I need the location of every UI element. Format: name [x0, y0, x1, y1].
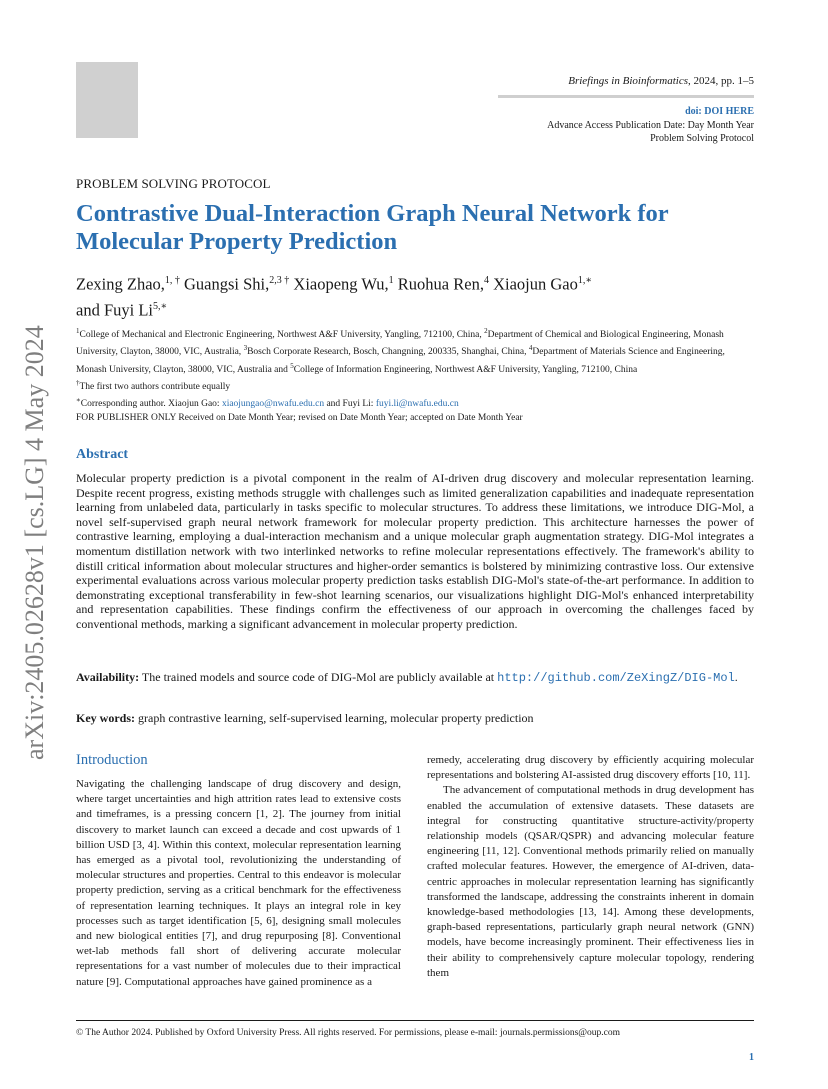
intro-paragraph-1-end: remedy, accelerating drug discovery by efficiently acquiring molecular representations and bolstering AI-assisted drug discovery efforts [10, 11].	[427, 754, 754, 782]
introduction-left-column: Navigating the challenging landscape of drug discovery and design, where target uncertainties and high attrition rates lead to extensive costs and timeframes, is a pressing concern [1, 2]. The journey from initial discovery to market launch can exceed a decade and cost upwards of 1 billion USD [3, 4]. Within this context, molecular representation learning has emerged as a pivotal tool, revolutionizing the understanding of molecular structures and properties. Central to this endeavor is molecular property prediction, serving as a critical benchmark for the effectiveness of representation learning techniques. It plays an integral role in key processes such as target identification [5, 6], designing small molecules and new biological entities [7], and drug repurposing [8]. Conventional wet-lab methods fall short of delivering accurate molecular representations for a vast number of molecules due to their impractical nature [9]. Computational approaches have gained prominence as a	[76, 778, 401, 988]
intro-paragraph-2: The advancement of computational methods in drug development has enabled the accumulation of extensive datasets. These datasets are integral for constructing quantitative structure-activity/property relationship models (QSAR/QSPR) and advancing molecular feature engineering [11, 12]. Conventional methods primarily relied on manually crafted molecular features. However, the emergence of AI-driven, data-centric approaches in molecular representation learning has significantly transformed the landscape, addressing the constraints inherent in domain knowledge-based methodologies [13, 14]. Among these developments, graph-based representations, particularly graph neural network (GNN) models, have become increasingly prominent. Their effectiveness lies in their ability to comprehensively capture molecular topology, rendering them	[427, 784, 754, 979]
github-link[interactable]: http://github.com/ZeXingZ/DIG-Mol	[497, 671, 735, 685]
copyright-notice: © The Author 2024. Published by Oxford University Press. All rights reserved. For permissions, please e-mail: journals.permissions@oup.com	[76, 1028, 621, 1038]
paper-title: Contrastive Dual-Interaction Graph Neural Network for Molecular Property Prediction	[76, 200, 669, 255]
header-divider	[498, 95, 754, 98]
introduction-heading: Introduction	[76, 752, 148, 768]
affiliations: $^1$College of Mechanical and Electronic Engineering, Northwest A&F University, Yangling, 712100, China, $^2$Department of Chemical and Biological Engineering, Monash University, Clayton, 38000, VIC, Australia, $^3$Bosch Corporate Research, Bosch, Changning, 200335, Shanghai, China, $^4$Department of Materials Science and Engineering, Monash University, Clayton, 38000, VIC, Australia and $^5$College of Information Engineering, Northwest A&F University, Yangling, 712100, China †The first two authors contribute equally ∗Corresponding author. Xiaojun Gao: xiaojungao@nwafu.edu.cn and Fuyi Li: fuyi.li@nwafu.edu.cn FOR PUBLISHER ONLY Received on Date Month Year; revised on Date Month Year; accepted on Date Month Year	[76, 327, 725, 423]
availability-statement: Availability: The trained models and source code of DIG-Mol are publicly available at http://github.com/ZeXingZ/DIG-Mol.	[76, 670, 738, 685]
article-category: Problem Solving Protocol	[650, 133, 754, 144]
abstract-heading: Abstract	[76, 447, 129, 462]
email-link-li[interactable]: fuyi.li@nwafu.edu.cn	[375, 399, 459, 410]
page-number: 1	[749, 1052, 754, 1063]
introduction-right-column	[427, 753, 754, 981]
journal-citation: Briefings in Bioinformatics, 2024, pp. 1–5	[568, 75, 754, 87]
keywords: Key words: graph contrastive learning, self-supervised learning, molecular property prediction	[76, 711, 534, 725]
arxiv-identifier: arXiv:2405.02628v1 [cs.LG] 4 May 2024	[20, 325, 49, 760]
footer-divider	[76, 1020, 754, 1021]
journal-logo-placeholder	[76, 62, 138, 138]
publication-date: Advance Access Publication Date: Day Month Year	[547, 120, 754, 131]
author-list: Zexing Zhao,$^{1, \dagger}$ Guangsi Shi,$^{2,3 \dagger}$ Xiaopeng Wu,$^1$ Ruohua Ren,$^4$ Xiaojun Gao$^{1,∗}$ and Fuyi $Li^{5,∗}$	[76, 274, 593, 319]
email-link-gao[interactable]: xiaojungao@nwafu.edu.cn	[221, 399, 325, 410]
section-type-label: PROBLEM SOLVING PROTOCOL	[76, 176, 271, 191]
abstract-text: Molecular property prediction is a pivotal component in the realm of AI-driven drug discovery and molecular representation learning. Despite recent progress, existing methods struggle with challenges such as limited generalization capabilities and inadequate representation learning from unlabeled data, particularly in tasks specific to molecular structures. To address these limitations, we introduce DIG-Mol, a novel self-supervised graph neural network framework for molecular property prediction. This architecture harnesses the power of contrastive learning, employing a dual-interaction mechanism and a unique molecular graph augmentation strategy. DIG-Mol integrates a momentum distillation network with two interlinked networks to refine molecular representations effectively. The framework's ability to distill critical information about molecular structures and higher-order semantics is bolstered by minimizing contrastive loss. Our extensive experimental evaluations across various molecular property prediction tasks establish DIG-Mol's state-of-the-art performance. In addition to demonstrating exceptional transferability in few-shot learning scenarios, our visualizations highlight DIG-Mol's enhanced interpretability and representation capabilities. These findings confirm the effectiveness of our approach in overcoming the challenges faced by conventional methods, marking a significant advancement in molecular property prediction.	[76, 471, 754, 631]
doi-line[interactable]: doi: DOI HERE	[685, 106, 754, 117]
